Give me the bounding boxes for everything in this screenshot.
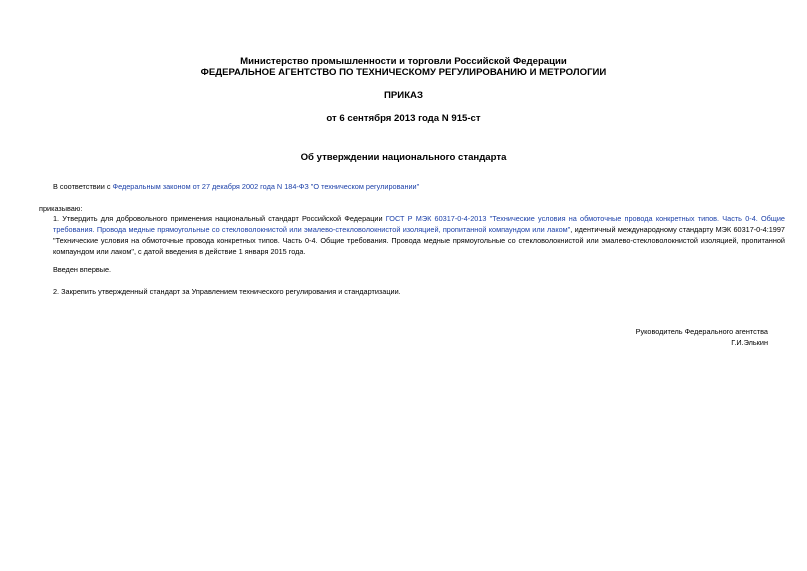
document-subject: Об утверждении национального стандарта bbox=[300, 152, 507, 163]
order-item-2: 2. Закрепить утвержденный стандарт за Управлением технического регулирования и стандартизации. bbox=[53, 287, 401, 296]
order-item-1 bbox=[39, 213, 785, 257]
signature-title: Руководитель Федерального агентства bbox=[635, 327, 768, 336]
document-date-number: от 6 сентября 2013 года N 915-ст bbox=[326, 113, 481, 124]
introduced-note: Введен впервые. bbox=[53, 265, 112, 274]
preamble-prefix: В соответствии с bbox=[53, 182, 113, 191]
ministry-heading: Министерство промышленности и торговли Российской Федерации bbox=[240, 56, 567, 67]
item1-suffix: , идентичный международному стандарту МЭК 60317-0-4:1997 "Технические условия на обмоточные провода конкретных типов. Часть 0-4. Общие требования. Провода медные прямоугольные со стекловолокнистой или эмалево-стекловолокнистой изоляцией, пропитанной компаундом или лаком", с датой введения в действие 1 января 2015 года. bbox=[53, 225, 785, 256]
item1-prefix: 1. Утвердить для добровольного применения национальный стандарт Российской Федерации bbox=[53, 214, 386, 223]
orders-word: приказываю: bbox=[39, 204, 83, 213]
standard-link[interactable]: ГОСТ Р МЭК 60317-0-4-2013 "Технические условия на обмоточные провода конкретных типов. Часть 0-4. Общие требования. Провода медные прямоугольные со стекловолокнистой или эмалево-стекловолокнистой изоляцией, пропитанной компаундом или лаком" bbox=[53, 214, 785, 234]
document-type-heading: ПРИКАЗ bbox=[384, 90, 423, 101]
agency-heading: ФЕДЕРАЛЬНОЕ АГЕНТСТВО ПО ТЕХНИЧЕСКОМУ РЕГУЛИРОВАНИЮ И МЕТРОЛОГИИ bbox=[200, 67, 607, 78]
preamble-paragraph bbox=[39, 181, 785, 192]
signature-name: Г.И.Элькин bbox=[731, 338, 768, 347]
federal-law-link[interactable]: Федеральным законом от 27 декабря 2002 года N 184-ФЗ "О техническом регулировании" bbox=[112, 182, 420, 191]
